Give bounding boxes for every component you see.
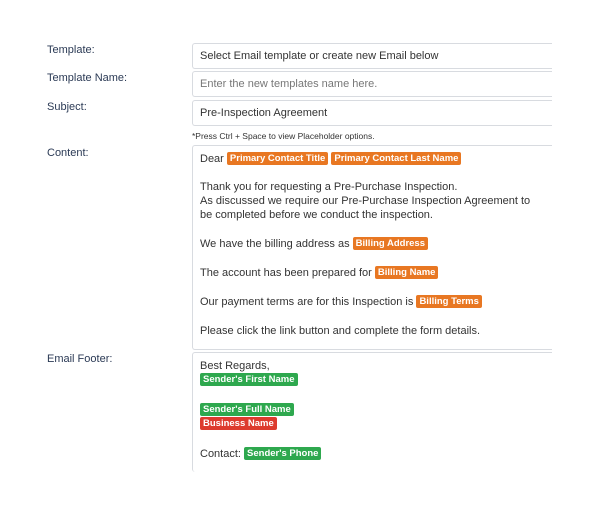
billing-address-text: We have the billing address as [200, 238, 350, 250]
template-select[interactable] [192, 43, 552, 69]
placeholder-billing-name[interactable]: Billing Name [375, 266, 439, 279]
placeholder-senders-first-name[interactable]: Sender's First Name [200, 373, 298, 386]
content-paragraph-line: As discussed we require our Pre-Purchase Inspection Agreement to [200, 195, 531, 207]
content-paragraph-line: Thank you for requesting a Pre-Purchase Inspection. [200, 181, 458, 193]
content-closing: Please click the link button and complete the form details. [200, 325, 481, 337]
subject-field[interactable] [192, 100, 552, 126]
template-name-label: Template Name: [47, 72, 128, 84]
content-paragraph-line: be completed before we conduct the inspection. [200, 209, 433, 221]
template-name-input[interactable] [200, 73, 540, 95]
placeholder-primary-contact-title[interactable]: Primary Contact Title [227, 152, 328, 165]
placeholder-billing-address[interactable]: Billing Address [353, 237, 428, 250]
content-dear: Dear [200, 153, 224, 165]
email-footer-editor[interactable] [192, 352, 552, 472]
placeholder-business-name[interactable]: Business Name [200, 417, 277, 430]
placeholder-hint: *Press Ctrl + Space to view Placeholder options. [192, 131, 375, 141]
billing-name-text: The account has been prepared for [200, 267, 372, 279]
content-label: Content: [47, 147, 89, 159]
subject-value: Pre-Inspection Agreement [200, 107, 328, 119]
payment-terms-text: Our payment terms are for this Inspection is [200, 296, 414, 308]
placeholder-billing-terms[interactable]: Billing Terms [416, 295, 481, 308]
footer-regards: Best Regards, [200, 360, 270, 372]
email-footer-label: Email Footer: [47, 353, 113, 365]
placeholder-primary-contact-last-name[interactable]: Primary Contact Last Name [331, 152, 461, 165]
template-label: Template: [47, 44, 95, 56]
template-select-value: Select Email template or create new Email below [200, 50, 439, 62]
content-editor[interactable] [192, 145, 552, 350]
placeholder-senders-full-name[interactable]: Sender's Full Name [200, 403, 294, 416]
placeholder-senders-phone[interactable]: Sender's Phone [244, 447, 321, 460]
template-name-field[interactable] [192, 71, 552, 97]
subject-label: Subject: [47, 101, 87, 113]
footer-contact-text: Contact: [200, 448, 241, 460]
